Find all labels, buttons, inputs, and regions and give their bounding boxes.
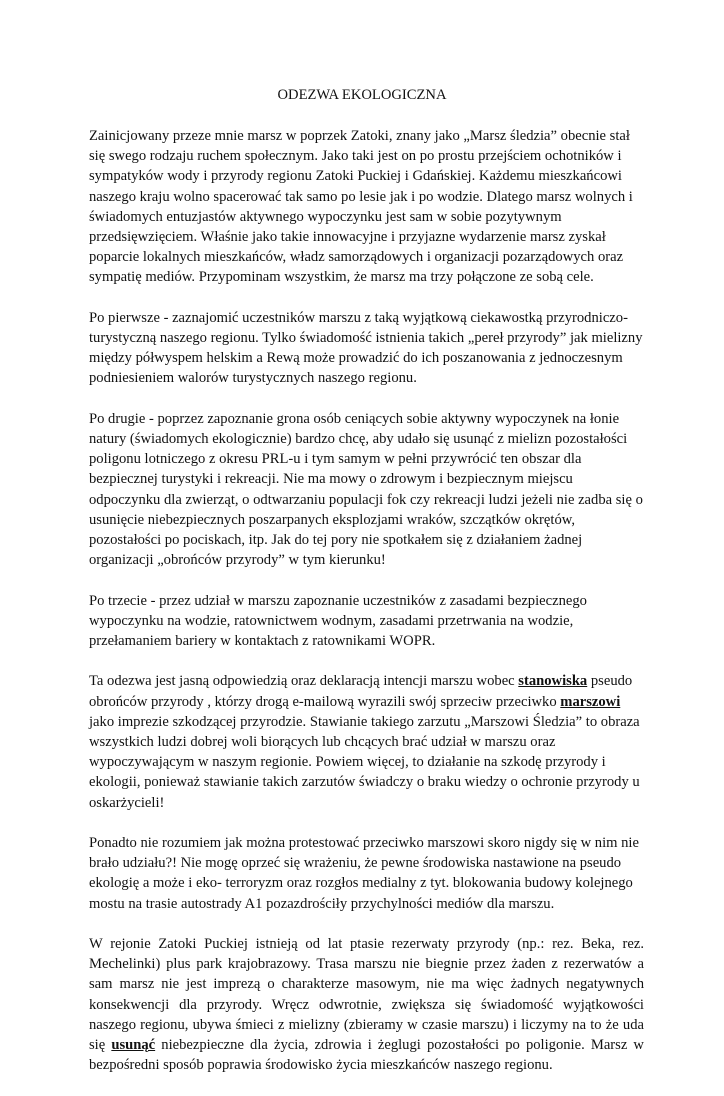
paragraph-response [89, 671, 644, 812]
emphasis-marszowi: marszowi [560, 693, 621, 710]
paragraph-second-goal: Po drugie - poprzez zapoznanie grona osób ceniących sobie aktywny wypoczynek na łonie natury (świadomych ekologicznie) bardzo chcę, aby udało się usunąć z mielizn pozostałości poligonu lotniczego z okresu PRL-u i tym samym w pełni przywrócić ten obszar dla bezpiecznej turystyki i rekreacji. Nie ma mowy o zdrowym i bezpiecznym miejscu odpoczynku dla zwierząt, o odtwarzaniu populacji fok czy rekreacji ludzi jeżeli nie zadba się o usunięcie niebezpiecznych poszarpanych eksplozjami wraków, szczątków okrętów, pozostałości po pociskach, itp. Jak do tej pory nie spotkałem się z działaniem żadnej organizacji „obrońców przyrody” w tym kierunku! [89, 410, 643, 569]
document-title: ODEZWA EKOLOGICZNA [277, 87, 447, 103]
paragraph-reserves-text-2: niebezpieczne dla życia, zdrowia i żeglugi pozostałości po poligonie. Marsz w bezpośredni sposób poprawia środowisko życia mieszkańców naszego regionu. [89, 1037, 644, 1074]
paragraph-third-goal: Po trzecie - przez udział w marszu zapoznanie uczestników z zasadami bezpiecznego wypoczynku na wodzie, ratownictwem wodnym, zasadami przetrwania na wodzie, przełamaniem bariery w kontaktach z ratownikami WOPR. [89, 592, 587, 650]
paragraph-response-text-2: pseudo obrońców przyrody , którzy drogą e-mailową wyrazili swój sprzeciw przeciwko [89, 673, 633, 710]
paragraph-reserves [89, 934, 644, 1075]
paragraph-first-goal: Po pierwsze - zaznajomić uczestników marszu z taką wyjątkową ciekawostką przyrodniczo-turystyczną naszego regionu. Tylko świadomość istnienia takich „pereł przyrody” jak mielizny między półwyspem helskim a Rewą może prowadzić do ich poszanowania z jednoczesnym podniesieniem walorów turystycznych naszego regionu. [89, 309, 643, 387]
emphasis-usunac: usunąć [111, 1037, 156, 1054]
paragraph-response-text-1: Ta odezwa jest jasną odpowiedzią oraz deklaracją intencji marszu wobec [89, 673, 519, 690]
paragraph-response-text-3: jako imprezie szkodzącej przyrodzie. Stawianie takiego zarzutu „Marszowi Śledzia” to obraza wszystkich ludzi dobrej woli biorących lub chcących brać udział w marszu oraz wypoczywającym w naszym regionie. Powiem więcej, to działanie na szkodę przyrody i ekologii, ponieważ stawianie takich zarzutów świadczy o braku wiedzy o ochronie przyrody u oskarżycieli! [89, 713, 640, 811]
emphasis-stanowiska: stanowiska [518, 673, 588, 690]
paragraph-intro: Zainicjowany przeze mnie marsz w poprzek Zatoki, znany jako „Marsz śledzia” obecnie stał się swego rodzaju ruchem społecznym. Jako taki jest on po prostu przejściem ochotników i sympatyków wody i przyrody regionu Zatoki Puckiej i Gdańskiej. Każdemu mieszkańcowi naszego kraju wolno spacerować tak samo po lesie jak i po wodzie. Dlatego marsz wolnych i świadomych entuzjastów aktywnego wypoczynku jest sam w sobie pozytywnym przedsięwzięciem. Właśnie jako takie innowacyjne i przyjazne wydarzenie marsz zyskał poparcie lokalnych mieszkańców, władz samorządowych i organizacji pozarządowych oraz sympatię mediów. Przypominam wszystkim, że marsz ma trzy połączone ze sobą cele. [89, 128, 633, 286]
document-body [89, 126, 644, 1096]
paragraph-reserves-text-1: W rejonie Zatoki Puckiej istnieją od lat ptasie rezerwaty przyrody (np.: rez. Beka, rez. Mechelinki) plus park krajobrazowy. Trasa marszu nie biegnie przez żaden z rezerwatów a sam marsz nie jest imprezą o charakterze masowym, nie ma więc żadnych negatywnych konsekwencji dla przyrody. Wręcz odwrotnie, zwiększa się świadomość wyjątkowości naszego regionu, ubywa śmieci z mielizny (zbieramy w czasie marszu) i liczymy na to że uda się [89, 936, 644, 1054]
paragraph-protest: Ponadto nie rozumiem jak można protestować przeciwko marszowi skoro nigdy się w nim nie brało udziału?! Nie mogę oprzeć się wrażeniu, że pewne środowiska nastawione na pseudo ekologię a może i eko- terroryzm oraz rozgłos medialny z tyt. blokowania budowy kolejnego mostu na trasie autostrady A1 pozazdrościły przychylności mediów dla marszu. [89, 835, 639, 912]
